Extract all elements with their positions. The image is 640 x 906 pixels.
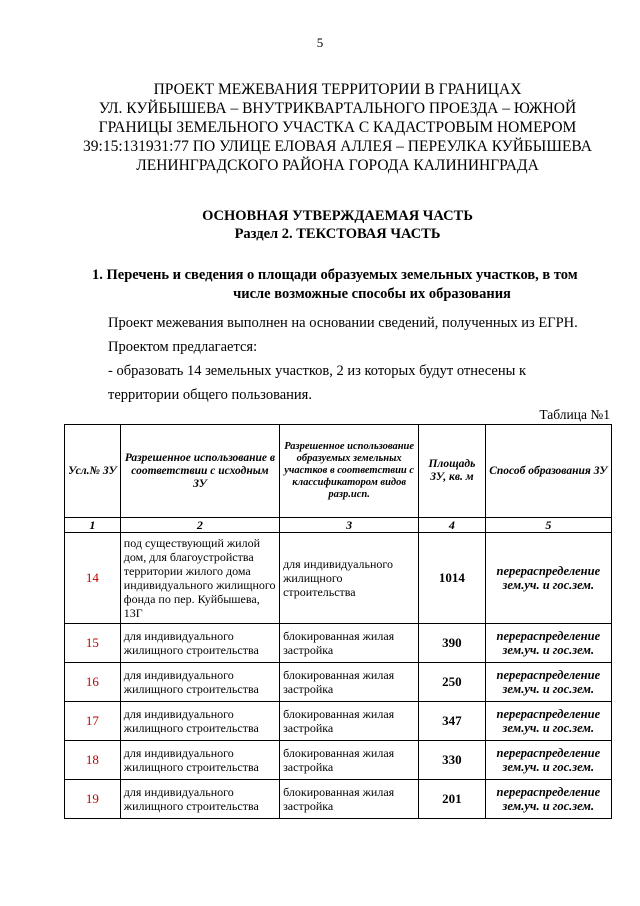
section-subtitle: Раздел 2. ТЕКСТОВАЯ ЧАСТЬ bbox=[234, 226, 441, 242]
body-text bbox=[92, 311, 612, 407]
plot-area: 390 bbox=[419, 624, 485, 663]
formation-method: перераспределение зем.уч. и гос.зем. bbox=[485, 741, 611, 780]
table-row bbox=[65, 533, 612, 624]
column-numbers-row bbox=[65, 518, 612, 533]
plot-number: 16 bbox=[65, 663, 121, 702]
table-row bbox=[65, 780, 612, 819]
header-original-use: Разрешенное использование в соответствии с исходным ЗУ bbox=[120, 425, 279, 518]
formation-method: перераспределение зем.уч. и гос.зем. bbox=[485, 533, 611, 624]
original-use: для индивидуального жилищного строительства bbox=[120, 702, 279, 741]
original-use: для индивидуального жилищного строительства bbox=[120, 780, 279, 819]
table-caption: Таблица №1 bbox=[539, 407, 610, 422]
original-use: под существующий жилой дом, для благоустройства территории жилого дома индивидуального жилищного фонда по пер. Куйбышева, 13Г bbox=[120, 533, 279, 624]
new-use: блокированная жилая застройка bbox=[280, 624, 419, 663]
header-plot-number: Усл.№ ЗУ bbox=[65, 425, 121, 518]
column-number: 5 bbox=[485, 518, 611, 533]
plot-area: 201 bbox=[419, 780, 485, 819]
project-title-line: 39:15:131931:77 ПО УЛИЦЕ ЕЛОВАЯ АЛЛЕЯ – ПЕРЕУЛКА КУЙБЫШЕВА bbox=[83, 138, 592, 155]
page-number: 5 bbox=[316, 35, 324, 50]
paragraph: территории общего пользования. bbox=[108, 387, 312, 403]
column-number: 1 bbox=[65, 518, 121, 533]
item-heading bbox=[92, 266, 612, 304]
section-title: ОСНОВНАЯ УТВЕРЖДАЕМАЯ ЧАСТЬ bbox=[202, 208, 473, 224]
table-header-row bbox=[65, 425, 612, 518]
item-heading-line: числе возможные способы их образования bbox=[233, 286, 511, 302]
project-title bbox=[60, 80, 615, 175]
new-use: блокированная жилая застройка bbox=[280, 702, 419, 741]
item-heading-line: 1. Перечень и сведения о площади образуемых земельных участков, в том bbox=[92, 267, 578, 283]
paragraph: Проектом предлагается: bbox=[108, 339, 258, 355]
formation-method: перераспределение зем.уч. и гос.зем. bbox=[485, 780, 611, 819]
plot-number: 17 bbox=[65, 702, 121, 741]
plot-number: 19 bbox=[65, 780, 121, 819]
header-new-use: Разрешенное использование образуемых земельных участков в соответствии с классификатором видов разр.исп. bbox=[280, 425, 419, 518]
column-number: 4 bbox=[419, 518, 485, 533]
column-number: 3 bbox=[280, 518, 419, 533]
plot-area: 1014 bbox=[419, 533, 485, 624]
plot-number: 18 bbox=[65, 741, 121, 780]
formation-method: перераспределение зем.уч. и гос.зем. bbox=[485, 624, 611, 663]
header-method: Способ образования ЗУ bbox=[485, 425, 611, 518]
table-row bbox=[65, 702, 612, 741]
new-use: блокированная жилая застройка bbox=[280, 780, 419, 819]
plot-area: 330 bbox=[419, 741, 485, 780]
land-plots-table bbox=[64, 424, 612, 819]
plot-area: 250 bbox=[419, 663, 485, 702]
plot-number: 15 bbox=[65, 624, 121, 663]
original-use: для индивидуального жилищного строительства bbox=[120, 624, 279, 663]
formation-method: перераспределение зем.уч. и гос.зем. bbox=[485, 702, 611, 741]
paragraph: - образовать 14 земельных участков, 2 из которых будут отнесены к bbox=[108, 363, 527, 379]
header-area: Площадь ЗУ, кв. м bbox=[419, 425, 485, 518]
new-use: блокированная жилая застройка bbox=[280, 663, 419, 702]
table-row bbox=[65, 741, 612, 780]
original-use: для индивидуального жилищного строительства bbox=[120, 741, 279, 780]
project-title-line: ГРАНИЦЫ ЗЕМЕЛЬНОГО УЧАСТКА С КАДАСТРОВЫМ НОМЕРОМ bbox=[98, 119, 577, 136]
paragraph: Проект межевания выполнен на основании сведений, полученных из ЕГРН. bbox=[108, 315, 578, 331]
plot-number: 14 bbox=[65, 533, 121, 624]
project-title-line: ЛЕНИНГРАДСКОГО РАЙОНА ГОРОДА КАЛИНИНГРАДА bbox=[136, 157, 539, 174]
section-heading bbox=[60, 207, 615, 243]
project-title-line: ПРОЕКТ МЕЖЕВАНИЯ ТЕРРИТОРИИ В ГРАНИЦАХ bbox=[153, 81, 522, 98]
new-use: блокированная жилая застройка bbox=[280, 741, 419, 780]
new-use: для индивидуального жилищного строительства bbox=[280, 533, 419, 624]
project-title-line: УЛ. КУЙБЫШЕВА – ВНУТРИКВАРТАЛЬНОГО ПРОЕЗДА – ЮЖНОЙ bbox=[98, 100, 577, 117]
original-use: для индивидуального жилищного строительства bbox=[120, 663, 279, 702]
table-row bbox=[65, 624, 612, 663]
formation-method: перераспределение зем.уч. и гос.зем. bbox=[485, 663, 611, 702]
table-row bbox=[65, 663, 612, 702]
column-number: 2 bbox=[120, 518, 279, 533]
plot-area: 347 bbox=[419, 702, 485, 741]
